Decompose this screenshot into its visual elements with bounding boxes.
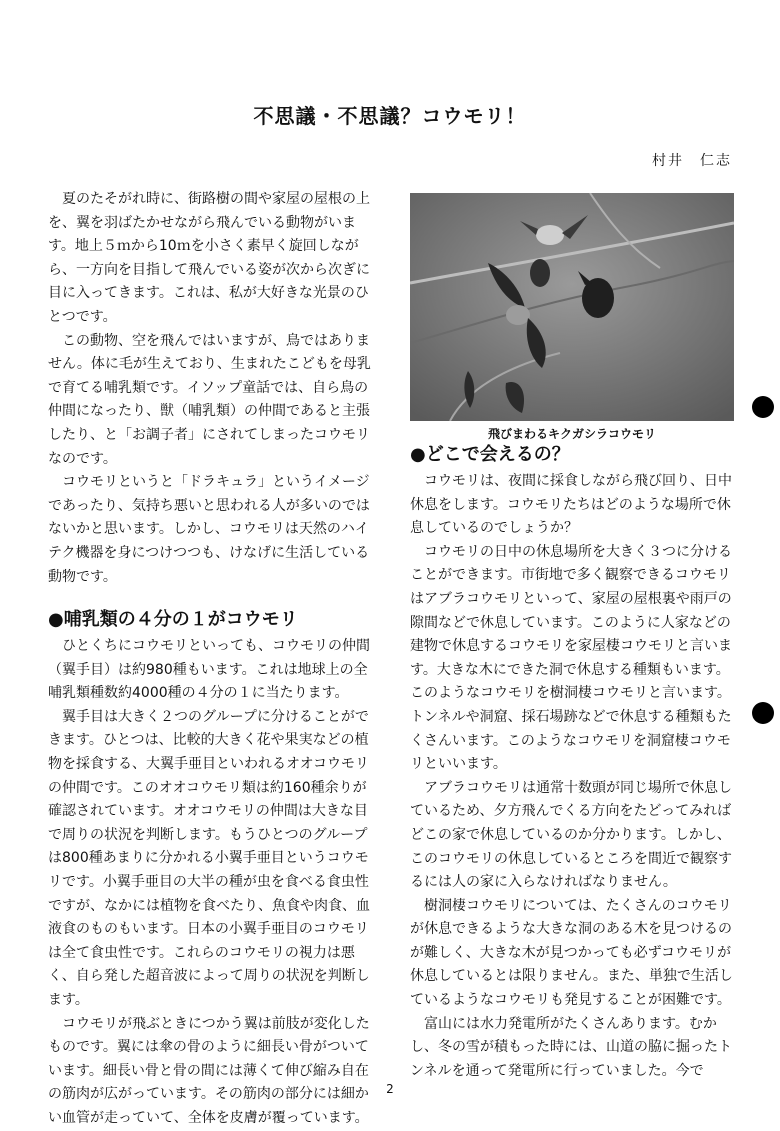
left-column [48, 188, 373, 1131]
photo-caption: 飛びまわるキクガシラコウモリ [487, 427, 656, 441]
section-paragraph: 富山には水力発電所がたくさんあります。むかし、冬の雪が積もった時には、山道の脇に掘ったトンネルを通って発電所に行っていました。今で [410, 1015, 732, 1079]
page-number: 2 [386, 1082, 394, 1096]
binding-hole-mark [752, 702, 774, 724]
section-heading: ●どこで会えるの？ [410, 444, 570, 465]
intro-paragraph: コウモリというと「ドラキュラ」というイメージであったり、気持ち悪いと思われる人が多いのではないかと思います。しかし、コウモリは天然のハイテク機器を身につけつつも、けなげに生活している動物です。 [48, 474, 370, 585]
section-paragraph: コウモリが飛ぶときにつかう翼は前肢が変化したものです。翼には傘の骨のように細長い骨がついています。細長い骨と骨の間には薄くて伸び縮み自在の筋肉が広がっています。その筋肉の部分には細かい血管が走っていて、全体を皮膚が覆っています。 [48, 1015, 370, 1126]
section-paragraph: コウモリの日中の休息場所を大きく３つに分けることができます。市街地で多く観察できるコウモリはアブラコウモリといって、家屋の屋根裏や雨戸の隙間などで休息しています。このように人家などの建物で休息するコウモリを家屋棲コウモリと言います。大きな木にできた洞で休息する種類もいます。このようなコウモリを樹洞棲コウモリと言います。トンネルや洞窟、採石場跡などで休息する種類もたくさんいます。このようなコウモリを洞窟棲コウモリといいます。 [410, 543, 732, 773]
section-heading: ●哺乳類の４分の１がコウモリ [48, 609, 298, 631]
article-title: 不思議・不思議？コウモリ！ [253, 104, 527, 128]
section-paragraph: コウモリは、夜間に採食しながら飛び回り、日中休息をします。コウモリたちはどのような場所で休息しているのでしょうか？ [410, 473, 732, 537]
intro-paragraph: この動物、空を飛んではいますが、鳥ではありません。体に毛が生えており、生まれたこどもを母乳で育てる哺乳類です。イソップ童話では、自ら鳥の仲間になったり、獣（哺乳類）の仲間であると主張したり、と「お調子者」にされてしまったコウモリなのです。 [48, 332, 371, 467]
right-column [410, 442, 737, 1083]
bat-photo [410, 193, 734, 421]
section-paragraph: 樹洞棲コウモリについては、たくさんのコウモリが休息できるような大きな洞のある木を見つけるのが難しく、大きな木が見つかっても必ずコウモリが休息しているとは限りません。また、単独で生活しているようなコウモリも発見することが困難です。 [410, 897, 733, 1009]
binding-hole-mark [752, 396, 774, 418]
section-paragraph: アブラコウモリは通常十数頭が同じ場所で休息しているため、夕方飛んでくる方向をたどってみればどこの家で休息しているのか分かります。しかし、このコウモリの休息しているところを間近で観察するには人の家に入らなければなりません。 [410, 779, 732, 891]
section-paragraph: 翼手目は大きく２つのグループに分けることができます。ひとつは、比較的大きく花や果実などの植物を採食する、大翼手亜目といわれるオオコウモリの仲間です。このオオコウモリ類は約160種余りが確認されています。オオコウモリの仲間は大きな目で周りの状況を判断します。もうひとつのグループは800種あまりに分かれる小翼手亜目というコウモリです。小翼手亜目の大半の種が虫を食べる食虫性ですが、なかには植物を食べたり、魚食や肉食、血液食のものもいます。日本の小翼手亜目のコウモリは全て食虫性です。これらのコウモリの視力は悪く、自ら発した超音波によって周りの状況を判断します。 [48, 708, 370, 1008]
section-paragraph: ひとくちにコウモリといっても、コウモリの仲間（翼手目）は約980種もいます。これは地球上の全哺乳類種数約4000種の４分の１に当たります。 [48, 638, 370, 702]
author-name: 村井 仁志 [652, 153, 732, 169]
intro-paragraph: 夏のたそがれ時に、街路樹の間や家屋の屋根の上を、翼を羽ばたかせながら飛んでいる動物がいます。地上５ｍから10ｍを小さく素早く旋回しながら、一方向を目指して飛んでいる姿が次から次ぎに目に入ってきます。これは、私が大好きな光景のひとつです。 [48, 191, 370, 325]
